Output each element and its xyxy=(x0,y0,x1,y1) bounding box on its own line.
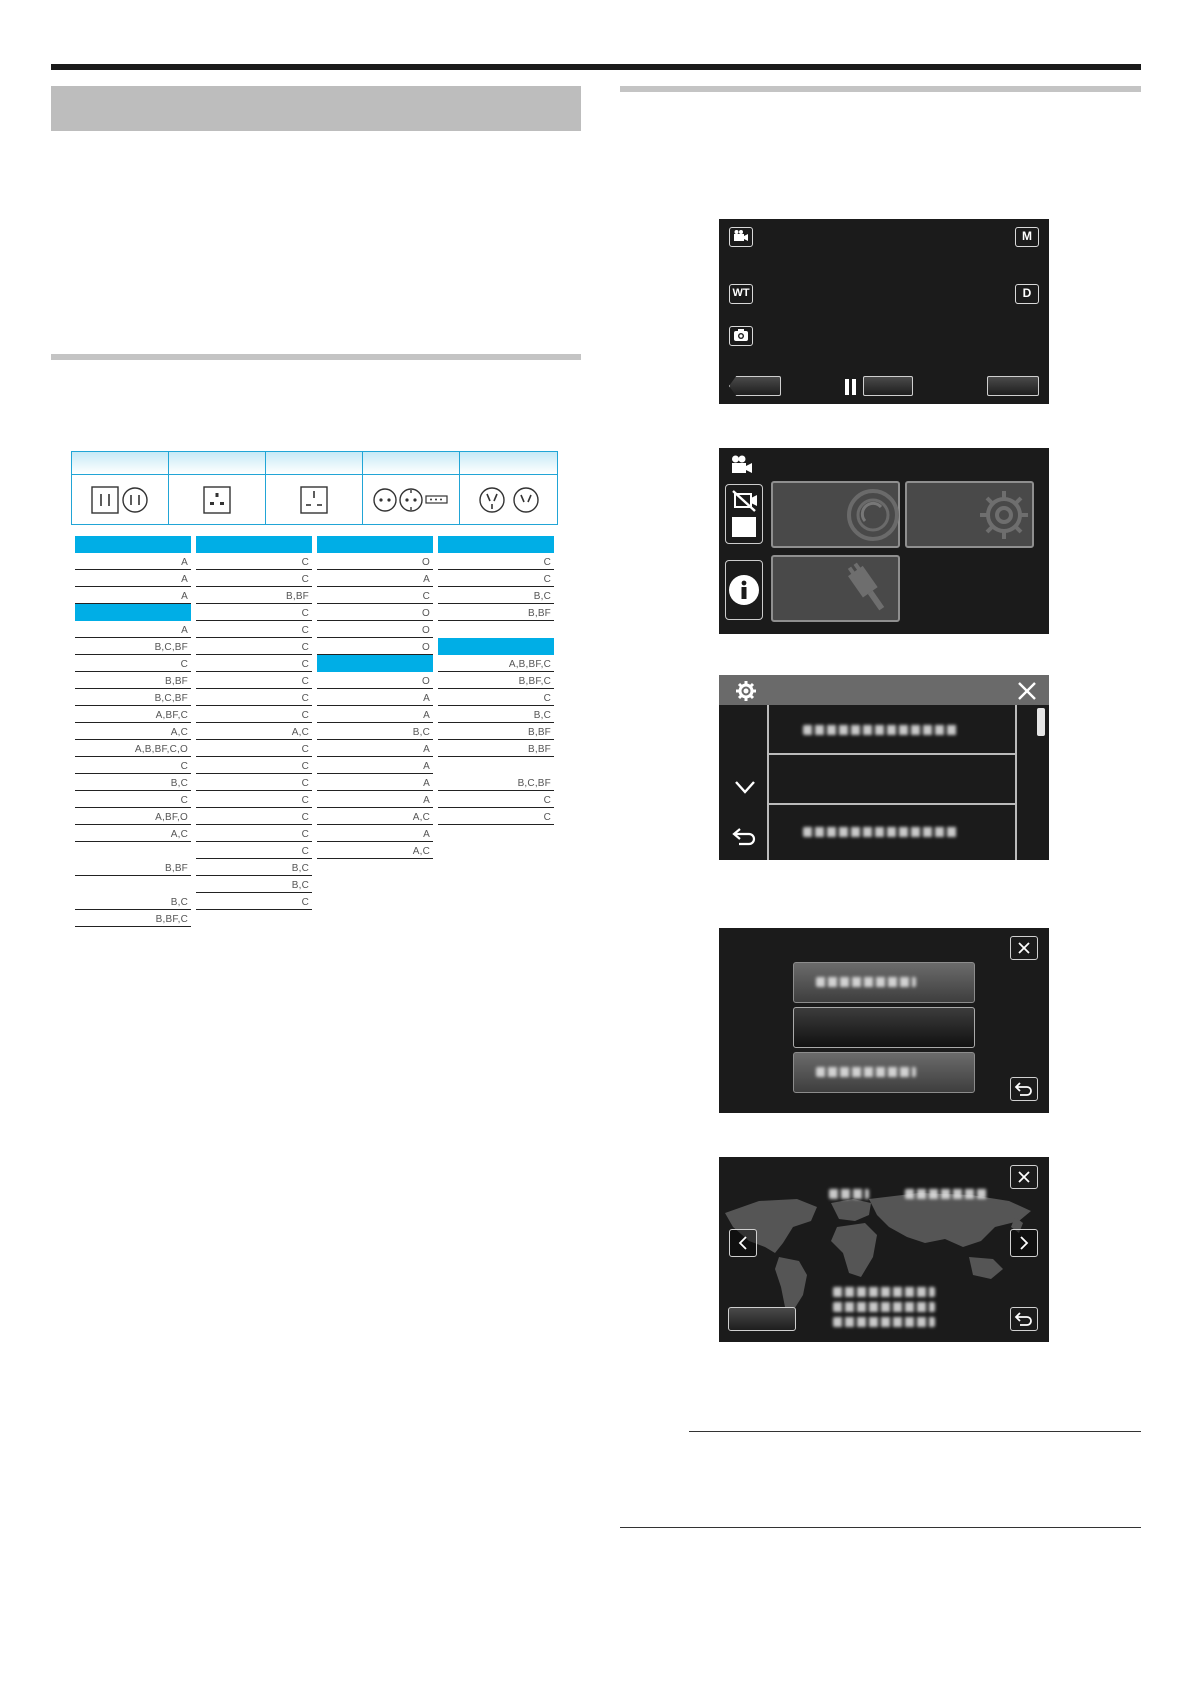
country-plug-row: C xyxy=(196,655,312,672)
option-button[interactable] xyxy=(793,1052,975,1093)
rec-button[interactable] xyxy=(863,376,913,396)
country-plug-row: B,C xyxy=(438,706,554,723)
country-plug-row: A xyxy=(317,570,433,587)
list-item[interactable] xyxy=(769,805,1015,860)
section-header-bar xyxy=(51,86,581,131)
close-button[interactable] xyxy=(1010,1165,1038,1189)
country-plug-row: A xyxy=(317,791,433,808)
country-plug-row: B,C xyxy=(438,587,554,604)
country-plug-row: A,B,BF,C,O xyxy=(75,740,191,757)
plug-bf-icon xyxy=(203,486,231,514)
country-plug-row: B,C xyxy=(75,893,191,910)
record-settings-tile[interactable] xyxy=(771,481,900,548)
snapshot-camera-icon[interactable] xyxy=(729,326,753,346)
close-button[interactable] xyxy=(1010,936,1038,960)
plug-col-o xyxy=(460,452,557,524)
setup-gear-icon xyxy=(735,680,757,707)
region-header xyxy=(75,536,191,553)
record-settings-icon xyxy=(843,485,903,545)
screen-option-select xyxy=(719,928,1049,1113)
display-d-icon[interactable]: D xyxy=(1015,284,1039,304)
country-plug-row: A,BF,O xyxy=(75,808,191,825)
country-plug-row: C xyxy=(438,553,554,570)
country-plug-row: C xyxy=(438,689,554,706)
country-plug-row: C xyxy=(196,689,312,706)
video-mode-icon xyxy=(729,454,755,481)
country-plug-row: B,C xyxy=(196,876,312,893)
country-plug-row: B,C,BF xyxy=(75,689,191,706)
info-button[interactable] xyxy=(725,560,763,620)
country-plug-row: B,C xyxy=(196,859,312,876)
next-region-button[interactable] xyxy=(1010,1229,1038,1257)
note-end-divider xyxy=(620,1527,1141,1528)
subsection-rule-right xyxy=(620,86,1141,92)
playback-button[interactable] xyxy=(987,376,1039,396)
country-plug-row: C xyxy=(196,791,312,808)
country-plug-row: C xyxy=(196,570,312,587)
back-icon xyxy=(1014,1081,1034,1097)
plug-o-icon xyxy=(478,486,540,514)
country-plug-row: C xyxy=(196,893,312,910)
country-plug-row: O xyxy=(317,553,433,570)
plug-type-table xyxy=(71,451,558,525)
country-plug-row: A xyxy=(317,706,433,723)
list-spacer xyxy=(75,876,191,893)
country-plug-row: A xyxy=(317,825,433,842)
country-plug-row: A,C xyxy=(196,723,312,740)
country-plug-row: C xyxy=(438,570,554,587)
country-plug-row: C xyxy=(196,638,312,655)
country-plug-row: A,C xyxy=(317,842,433,859)
country-plug-row: B,BF,C xyxy=(438,672,554,689)
back-button[interactable] xyxy=(1010,1077,1038,1101)
back-icon xyxy=(1014,1311,1034,1327)
screen-top-menu xyxy=(719,448,1049,634)
list-item-selected[interactable] xyxy=(769,755,1015,805)
country-plug-row: A xyxy=(75,621,191,638)
region-header xyxy=(438,536,554,553)
country-plug-row: A xyxy=(75,587,191,604)
country-plug-row: A,BF,C xyxy=(75,706,191,723)
option-button[interactable] xyxy=(793,962,975,1003)
subsection-rule-left xyxy=(51,354,581,360)
country-plug-row: A xyxy=(317,689,433,706)
zoom-wt-icon[interactable]: WT xyxy=(729,284,753,304)
scrollbar-thumb[interactable] xyxy=(1037,708,1045,736)
region-header xyxy=(438,638,554,655)
back-icon[interactable] xyxy=(731,825,757,852)
country-plug-row: B,C,BF xyxy=(438,774,554,791)
next-arrow-icon xyxy=(1018,1235,1030,1251)
country-plug-row: A,C xyxy=(317,808,433,825)
plug-a-icon xyxy=(91,486,149,514)
back-button[interactable] xyxy=(1010,1307,1038,1331)
country-plug-row: A xyxy=(75,553,191,570)
scroll-down-icon[interactable] xyxy=(733,779,757,800)
country-plug-row: A,C xyxy=(75,825,191,842)
country-plug-row: O xyxy=(317,638,433,655)
country-plug-row: B,C xyxy=(75,774,191,791)
region-header xyxy=(317,655,433,672)
save-button[interactable] xyxy=(728,1307,796,1331)
info-icon xyxy=(728,574,760,606)
country-list-col-3 xyxy=(317,536,433,859)
country-plug-row: O xyxy=(317,621,433,638)
country-plug-row: B,C,BF xyxy=(75,638,191,655)
video-mode-icon[interactable] xyxy=(729,227,753,247)
country-plug-row: C xyxy=(438,808,554,825)
option-button-selected[interactable] xyxy=(793,1007,975,1048)
list-item[interactable] xyxy=(769,705,1015,755)
country-plug-row: C xyxy=(196,740,312,757)
country-plug-row: A xyxy=(317,757,433,774)
region-header xyxy=(196,536,312,553)
plug-col-a xyxy=(72,452,169,524)
country-plug-row: C xyxy=(317,587,433,604)
country-plug-row: B,BF xyxy=(438,740,554,757)
plug-col-c xyxy=(363,452,460,524)
country-plug-row: B,BF xyxy=(75,859,191,876)
country-plug-row: A,C xyxy=(75,723,191,740)
country-list-col-2 xyxy=(196,536,312,910)
country-plug-row: A xyxy=(317,774,433,791)
close-icon xyxy=(1017,941,1031,955)
country-plug-row: O xyxy=(317,604,433,621)
country-plug-row: B,C xyxy=(317,723,433,740)
region-header xyxy=(317,536,433,553)
country-plug-row: C xyxy=(75,757,191,774)
list-spacer xyxy=(438,621,554,638)
country-plug-row: A xyxy=(317,740,433,757)
close-icon[interactable] xyxy=(1016,680,1038,707)
setup-tile[interactable] xyxy=(905,481,1034,548)
close-icon xyxy=(1017,1170,1031,1184)
list-spacer xyxy=(438,757,554,774)
plug-b-icon xyxy=(300,486,328,514)
country-plug-row: C xyxy=(196,808,312,825)
country-list-col-1 xyxy=(75,536,191,927)
plug-col-b xyxy=(266,452,363,524)
country-plug-row: C xyxy=(196,825,312,842)
country-plug-row: C xyxy=(196,672,312,689)
plug-c-icon xyxy=(373,486,449,514)
prev-arrow-icon xyxy=(737,1235,749,1251)
country-plug-row: C xyxy=(196,774,312,791)
country-plug-row: C xyxy=(196,553,312,570)
country-plug-row: C xyxy=(196,706,312,723)
screen-setup-menu xyxy=(719,675,1049,860)
no-sound-button[interactable] xyxy=(725,484,763,544)
connection-tile[interactable] xyxy=(771,555,900,622)
country-plug-row: C xyxy=(196,621,312,638)
country-plug-row: B,BF xyxy=(438,723,554,740)
prev-region-button[interactable] xyxy=(729,1229,757,1257)
no-sound-icon xyxy=(727,487,761,513)
country-plug-row: B,BF xyxy=(75,672,191,689)
country-plug-row: B,BF,C xyxy=(75,910,191,927)
setup-gear-icon xyxy=(975,486,1033,544)
country-plug-row: B,BF xyxy=(196,587,312,604)
list-spacer xyxy=(75,842,191,859)
menu-button[interactable] xyxy=(729,376,781,396)
country-plug-row: C xyxy=(196,842,312,859)
note-divider xyxy=(689,1431,1141,1432)
country-list-col-4 xyxy=(438,536,554,825)
country-plug-row: O xyxy=(317,672,433,689)
top-rule xyxy=(51,64,1141,70)
country-plug-row: A,B,BF,C xyxy=(438,655,554,672)
screen-world-map xyxy=(719,1157,1049,1342)
country-plug-row: C xyxy=(196,604,312,621)
country-plug-row: A xyxy=(75,570,191,587)
screen-record xyxy=(719,219,1049,404)
country-plug-row: C xyxy=(75,791,191,808)
country-plug-row: C xyxy=(196,757,312,774)
menu-title-bar xyxy=(719,675,1049,705)
pause-icon xyxy=(844,378,858,401)
country-plug-row: B,BF xyxy=(438,604,554,621)
region-header xyxy=(75,604,191,621)
country-plug-row: C xyxy=(438,791,554,808)
manual-mode-icon[interactable]: M xyxy=(1015,227,1039,247)
country-plug-row: C xyxy=(75,655,191,672)
plug-col-bf xyxy=(169,452,266,524)
connection-plug-icon xyxy=(843,561,893,617)
